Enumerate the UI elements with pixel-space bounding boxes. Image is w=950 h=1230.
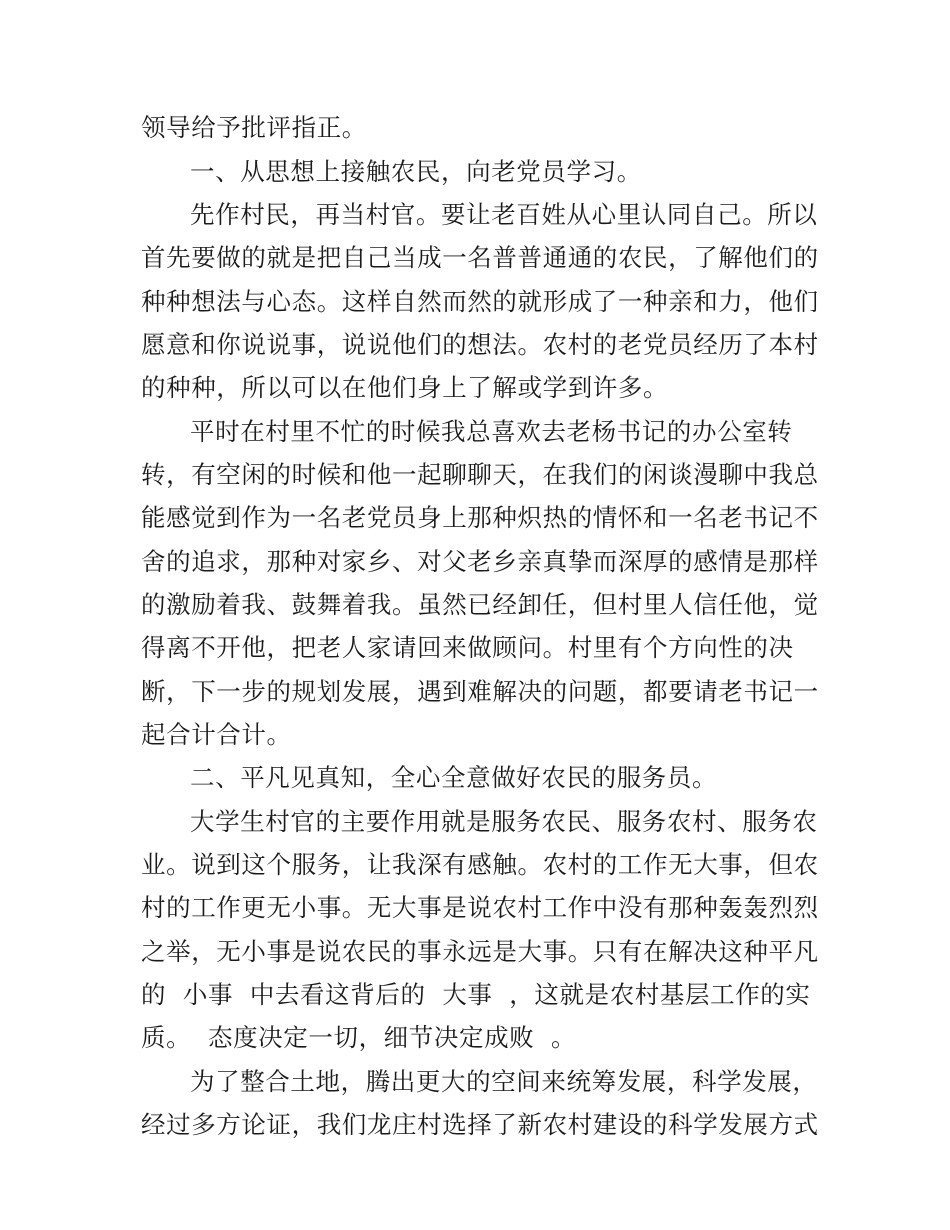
text-line: 经过多方论证，我们龙庄村选择了新农村建设的科学发展方式 [141, 1110, 819, 1139]
text-line: 转，有空闲的时候和他一起聊聊天，在我们的闲谈漫聊中我总 [141, 460, 819, 489]
text-line: 的种种，所以可以在他们身上了解或学到许多。 [141, 373, 669, 402]
text-line: 愿意和你说说事，说说他们的想法。农村的老党员经历了本村 [141, 330, 819, 359]
text-line: 大学生村官的主要作用就是服务农民、服务农村、服务农 [190, 807, 818, 836]
text-line: 平时在村里不忙的时候我总喜欢去老杨书记的办公室转 [190, 417, 793, 446]
text-line: 为了整合土地，腾出更大的空间来统筹发展，科学发展， [190, 1067, 818, 1096]
text-line: 的 小事 中去看这背后的 大事 ，这就是农村基层工作的实 [141, 980, 811, 1009]
text-line: 质。 态度决定一切，细节决定成败 。 [141, 1023, 577, 1052]
text-line: 首先要做的就是把自己当成一名普普通通的农民，了解他们的 [141, 243, 819, 272]
text-line: 之举，无小事是说农民的事永远是大事。只有在解决这种平凡 [141, 937, 819, 966]
text-line: 先作村民，再当村官。要让老百姓从心里认同自己。所以 [190, 200, 818, 229]
text-line: 得离不开他，把老人家请回来做顾问。村里有个方向性的决 [141, 633, 794, 662]
text-line: 舍的追求，那种对家乡、对父老乡亲真挚而深厚的感情是那样 [141, 547, 819, 576]
text-line: 能感觉到作为一名老党员身上那种炽热的情怀和一名老书记不 [141, 503, 819, 532]
text-line: 种种想法与心态。这样自然而然的就形成了一种亲和力，他们 [141, 287, 819, 316]
text-line: 业。说到这个服务，让我深有感触。农村的工作无大事，但农 [141, 850, 819, 879]
text-line: 的激励着我、鼓舞着我。虽然已经卸任，但村里人信任他，觉 [141, 590, 819, 619]
heading-section-2: 二、平凡见真知，全心全意做好农民的服务员。 [190, 763, 718, 792]
text-line: 村的工作更无小事。无大事是说农村工作中没有那种轰轰烈烈 [141, 893, 819, 922]
text-line: 领导给予批评指正。 [141, 113, 367, 142]
text-line: 起合计合计。 [141, 720, 292, 749]
text-line: 断，下一步的规划发展，遇到难解决的问题，都要请老书记一 [141, 677, 819, 706]
heading-section-1: 一、从思想上接触农民，向老党员学习。 [190, 157, 642, 186]
